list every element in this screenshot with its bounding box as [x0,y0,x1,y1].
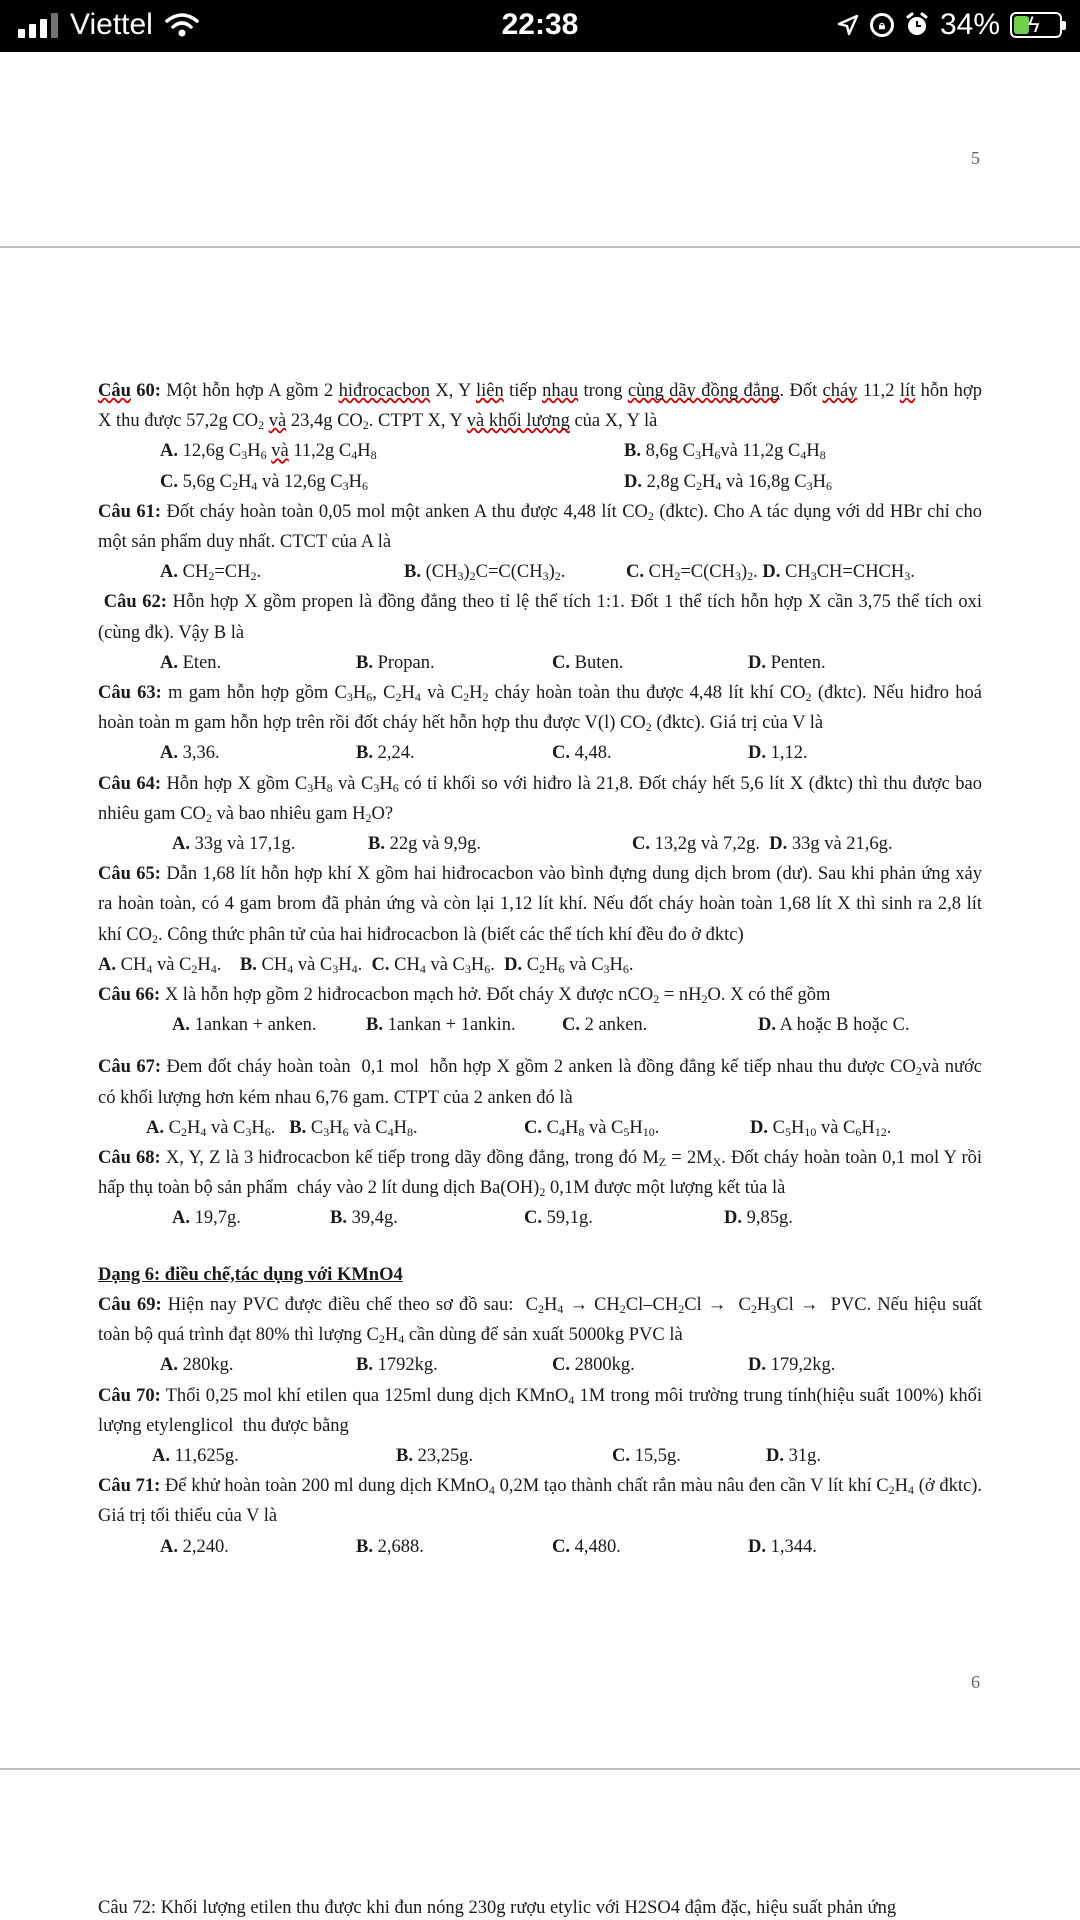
question-62: Câu 62: Hỗn hợp X gồm propen là đồng đẳng theo tỉ lệ thể tích 1:1. Đốt 1 thể tích hỗn hợp X cần 3,75 thể tích oxi (cùng đk). Vậy B là [98,592,983,643]
question-70: Câu 70: Thổi 0,25 mol khí etilen qua 125ml dung dịch KMnO$_4$ 1M trong môi trường trung tính(hiệu suất 100%) khối lượng etylenglicol thu được bằng [98,1385,982,1436]
question-71: Câu 71: Để khử hoàn toàn 200 ml dung dịch KMnO$_4$ 0,2M tạo thành chất rắn màu nâu đen cần V lít khí $C_2H_4$ (ở đktc). Giá trị tối thiểu của V là [98,1476,982,1527]
answers-70: A. 11,625g. B. 23,25g. C. 15,5g. D. 31g. [152,1445,821,1466]
carrier-name: Viettel [70,8,153,41]
question-67: Câu 67: Đem đốt cháy hoàn toàn 0,1 mol hỗn hợp X gồm 2 anken là đồng đẳng kế tiếp nhau thu được $CO_2và$ nước có khối lượng hơn kém nhau 6,76 gam. CTPT của 2 anken đó là [98,1057,982,1108]
battery-charging-icon [1010,12,1062,38]
document-page-6 [98,376,982,1562]
question-63: Câu 63: m gam hỗn hợp gồm $C_3H_6$, $C_2H_4$ và $C_2H_2$ cháy hoàn toàn thu được 4,48 lít khí $CO_2$ (đktc). Nếu hiđro hoá hoàn toàn m gam hỗn hợp trên rồi đốt cháy hết hỗn hợp thu được V(l) $CO_2$ (đktc). Giá trị của V là [98,683,982,735]
answers-68: A. 19,7g. B. 39,4g. C. 59,1g. D. 9,85g. [172,1208,793,1229]
spacer [98,1040,982,1052]
answers-67: A. $C_2H_4$ và $C_3H_6$. B. $C_3H_6$ và $C_4H_8$. C. $C_4H_8$ và $C_5H_{10}$. D. $C_5H_{10}$ và $C_6H_{12}$. [146,1117,892,1139]
question-65: Câu 65: Dẫn 1,68 lít hỗn hợp khí X gồm hai hiđrocacbon vào bình đựng dung dịch brom (dư). Sau khi phản ứng xảy ra hoàn toàn, có 4 gam brom đã phản ứng và còn lại 1,12 lít khí. Nếu đốt cháy hoàn toàn 1,68 lít X thì sinh ra 2,8 lít khí $CO_2$. Công thức phân tử của hai hiđrocacbon là (biết các thể tích khí đều đo ở đktc) [98,864,983,946]
question-60: Câu 60: Một hỗn hợp A gồm 2 hiđrocacbon X, Y liên tiếp nhau trong cùng dãy đồng đẳng. Đốt cháy 11,2 lít hỗn hợp X thu được 57,2g $CO_2$ và 23,4g $CO_2$. CTPT X, Y và khối lượng của X, Y là [98,381,982,433]
answers-65: A. $CH_4$ và $C_2H_4$. B. $CH_4$ và $C_3H_4$. C. $CH_4$ và $C_3H_6$. D. $C_2H_6$ và $C_3H_6$. [98,954,634,976]
answers-61: A. $CH_2=CH_2$. B. $(CH_3)_2C=C(CH_3)_2$. C. $CH_2=C(CH_3)_2$. D. $CH_3CH=CHCH_3$. [160,562,915,584]
alarm-icon [904,12,930,38]
answers-60a: A. 12,6g $C_3H_6$ và 11,2g $C_4H_8$ B. 8,6g $C_3H_6và$ 11,2g $C_4H_8$ [160,441,826,463]
status-bar [0,0,1080,52]
status-right [836,8,1062,42]
clock: 22:38 [501,8,579,41]
question-72-partial: Câu 72: Khối lượng etilen thu được khi đun nóng 230g rượu etylic với H2SO4 đậm đặc, hiệu suất phản ứng [98,1898,897,1918]
answers-71: A. 2,240. B. 2,688. C. 4,480. D. 1,344. [160,1536,817,1557]
location-arrow-icon [836,13,860,37]
question-64: Câu 64: Hỗn hợp X gồm $C_3H_8$ và $C_3H_6$ có tỉ khối so với hiđro là 21,8. Đốt cháy hết 5,6 lít X (đktc) thì thu được bao nhiêu gam $CO_2$ và bao nhiêu gam $H_2O$? [98,773,982,825]
charging-bolt-icon: ϟ [1028,12,1040,37]
answers-69: A. 280kg. B. 1792kg. C. 2800kg. D. 179,2kg. [160,1355,836,1376]
page-number-5: 5 [971,148,980,168]
rotation-lock-icon: 🔒︎ [870,13,894,37]
page-divider [0,1768,1080,1770]
page-number-6: 6 [971,1672,980,1692]
question-66: Câu 66: X là hỗn hợp gồm 2 hiđrocacbon mạch hở. Đốt cháy X được $nCO_2 = nH_2O$. X có thể gồm [98,985,831,1007]
page-divider [0,246,1080,248]
section-heading: Dạng 6: điều chế,tác dụng với KMnO4 [98,1264,403,1285]
question-61: Câu 61: Đốt cháy hoàn toàn 0,05 mol một anken A thu được 4,48 lít $CO_2$ (đktc). Cho A tác dụng với dd HBr chỉ cho một sản phẩm duy nhất. CTCT của A là [98,501,982,553]
question-69: Câu 69: Hiện nay PVC được điều chế theo sơ đồ sau: $C_2H_4 \to CH_2Cl-CH_2Cl \to C_2H_3Cl$ → PVC. Nếu hiệu suất toàn bộ quá trình đạt 80% thì lượng $C_2H_4$ cần dùng để sản xuất 5000kg PVC là [98,1294,983,1347]
answers-60b: C. 5,6g $C_2H_4$ và 12,6g $C_3H_6$ D. 2,8g $C_2H_4$ và 16,8g $C_3H_6$ [160,471,833,493]
answers-66: A. 1ankan + anken. B. 1ankan + 1ankin. C. 2 anken. D. A hoặc B hoặc C. [172,1015,910,1036]
battery-percent: 34% [939,8,1000,41]
answers-62: A. Eten. B. Propan. C. Buten. D. Penten. [160,652,826,673]
answers-63: A. 3,36. B. 2,24. C. 4,48. D. 1,12. [160,743,808,764]
battery-fill [1014,16,1029,34]
answers-64: A. 33g và 17,1g. B. 22g và 9,9g. C. 13,2g và 7,2g. D. 33g và 21,6g. [172,834,893,855]
question-68: Câu 68: X, Y, Z là 3 hiđrocacbon kế tiếp trong dãy đồng đẳng, trong đó $M_Z = 2M_X$. Đốt cháy hoàn toàn 0,1 mol Y rồi hấp thụ toàn bộ sản phẩm cháy vào 2 lít dung dịch $Ba(OH)_2$ 0,1M được một lượng kết tủa là [98,1148,982,1200]
spacer [98,1234,982,1246]
